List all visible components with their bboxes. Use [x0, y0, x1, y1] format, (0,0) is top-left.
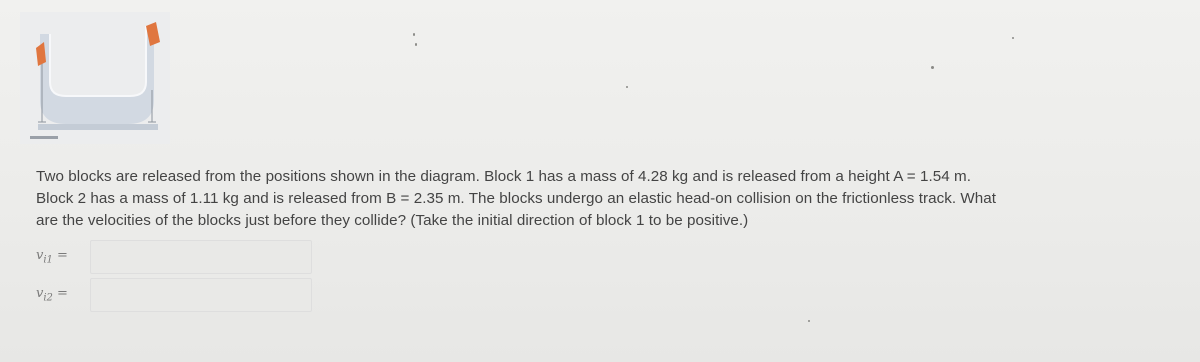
speck	[808, 320, 810, 322]
vi1-label: $v_{i1}$ =	[36, 248, 68, 266]
speck	[626, 86, 628, 88]
speck	[931, 66, 934, 69]
answer-row-vi2	[36, 277, 312, 313]
track-diagram	[20, 12, 170, 144]
problem-line-3: are the velocities of the blocks just before they collide? (Take the initial direction of block 1 to be positive.)	[36, 212, 749, 229]
problem-line-1: Two blocks are released from the positions shown in the diagram. Block 1 has a mass of 4.28 kg and is released from a height A = 1.54 m.	[36, 168, 971, 185]
problem-statement	[36, 166, 1166, 232]
problem-line-2: Block 2 has a mass of 1.11 kg and is released from B = 2.35 m. The blocks undergo an elastic head-on collision on the frictionless track. What	[36, 190, 997, 207]
speck	[415, 43, 417, 46]
vi1-input[interactable]	[90, 240, 312, 274]
vi2-label: $v_{i2}$ =	[36, 286, 68, 304]
speck	[1012, 37, 1014, 39]
speck	[413, 33, 415, 36]
vi2-input[interactable]	[90, 278, 312, 312]
answer-row-vi1	[36, 239, 312, 275]
